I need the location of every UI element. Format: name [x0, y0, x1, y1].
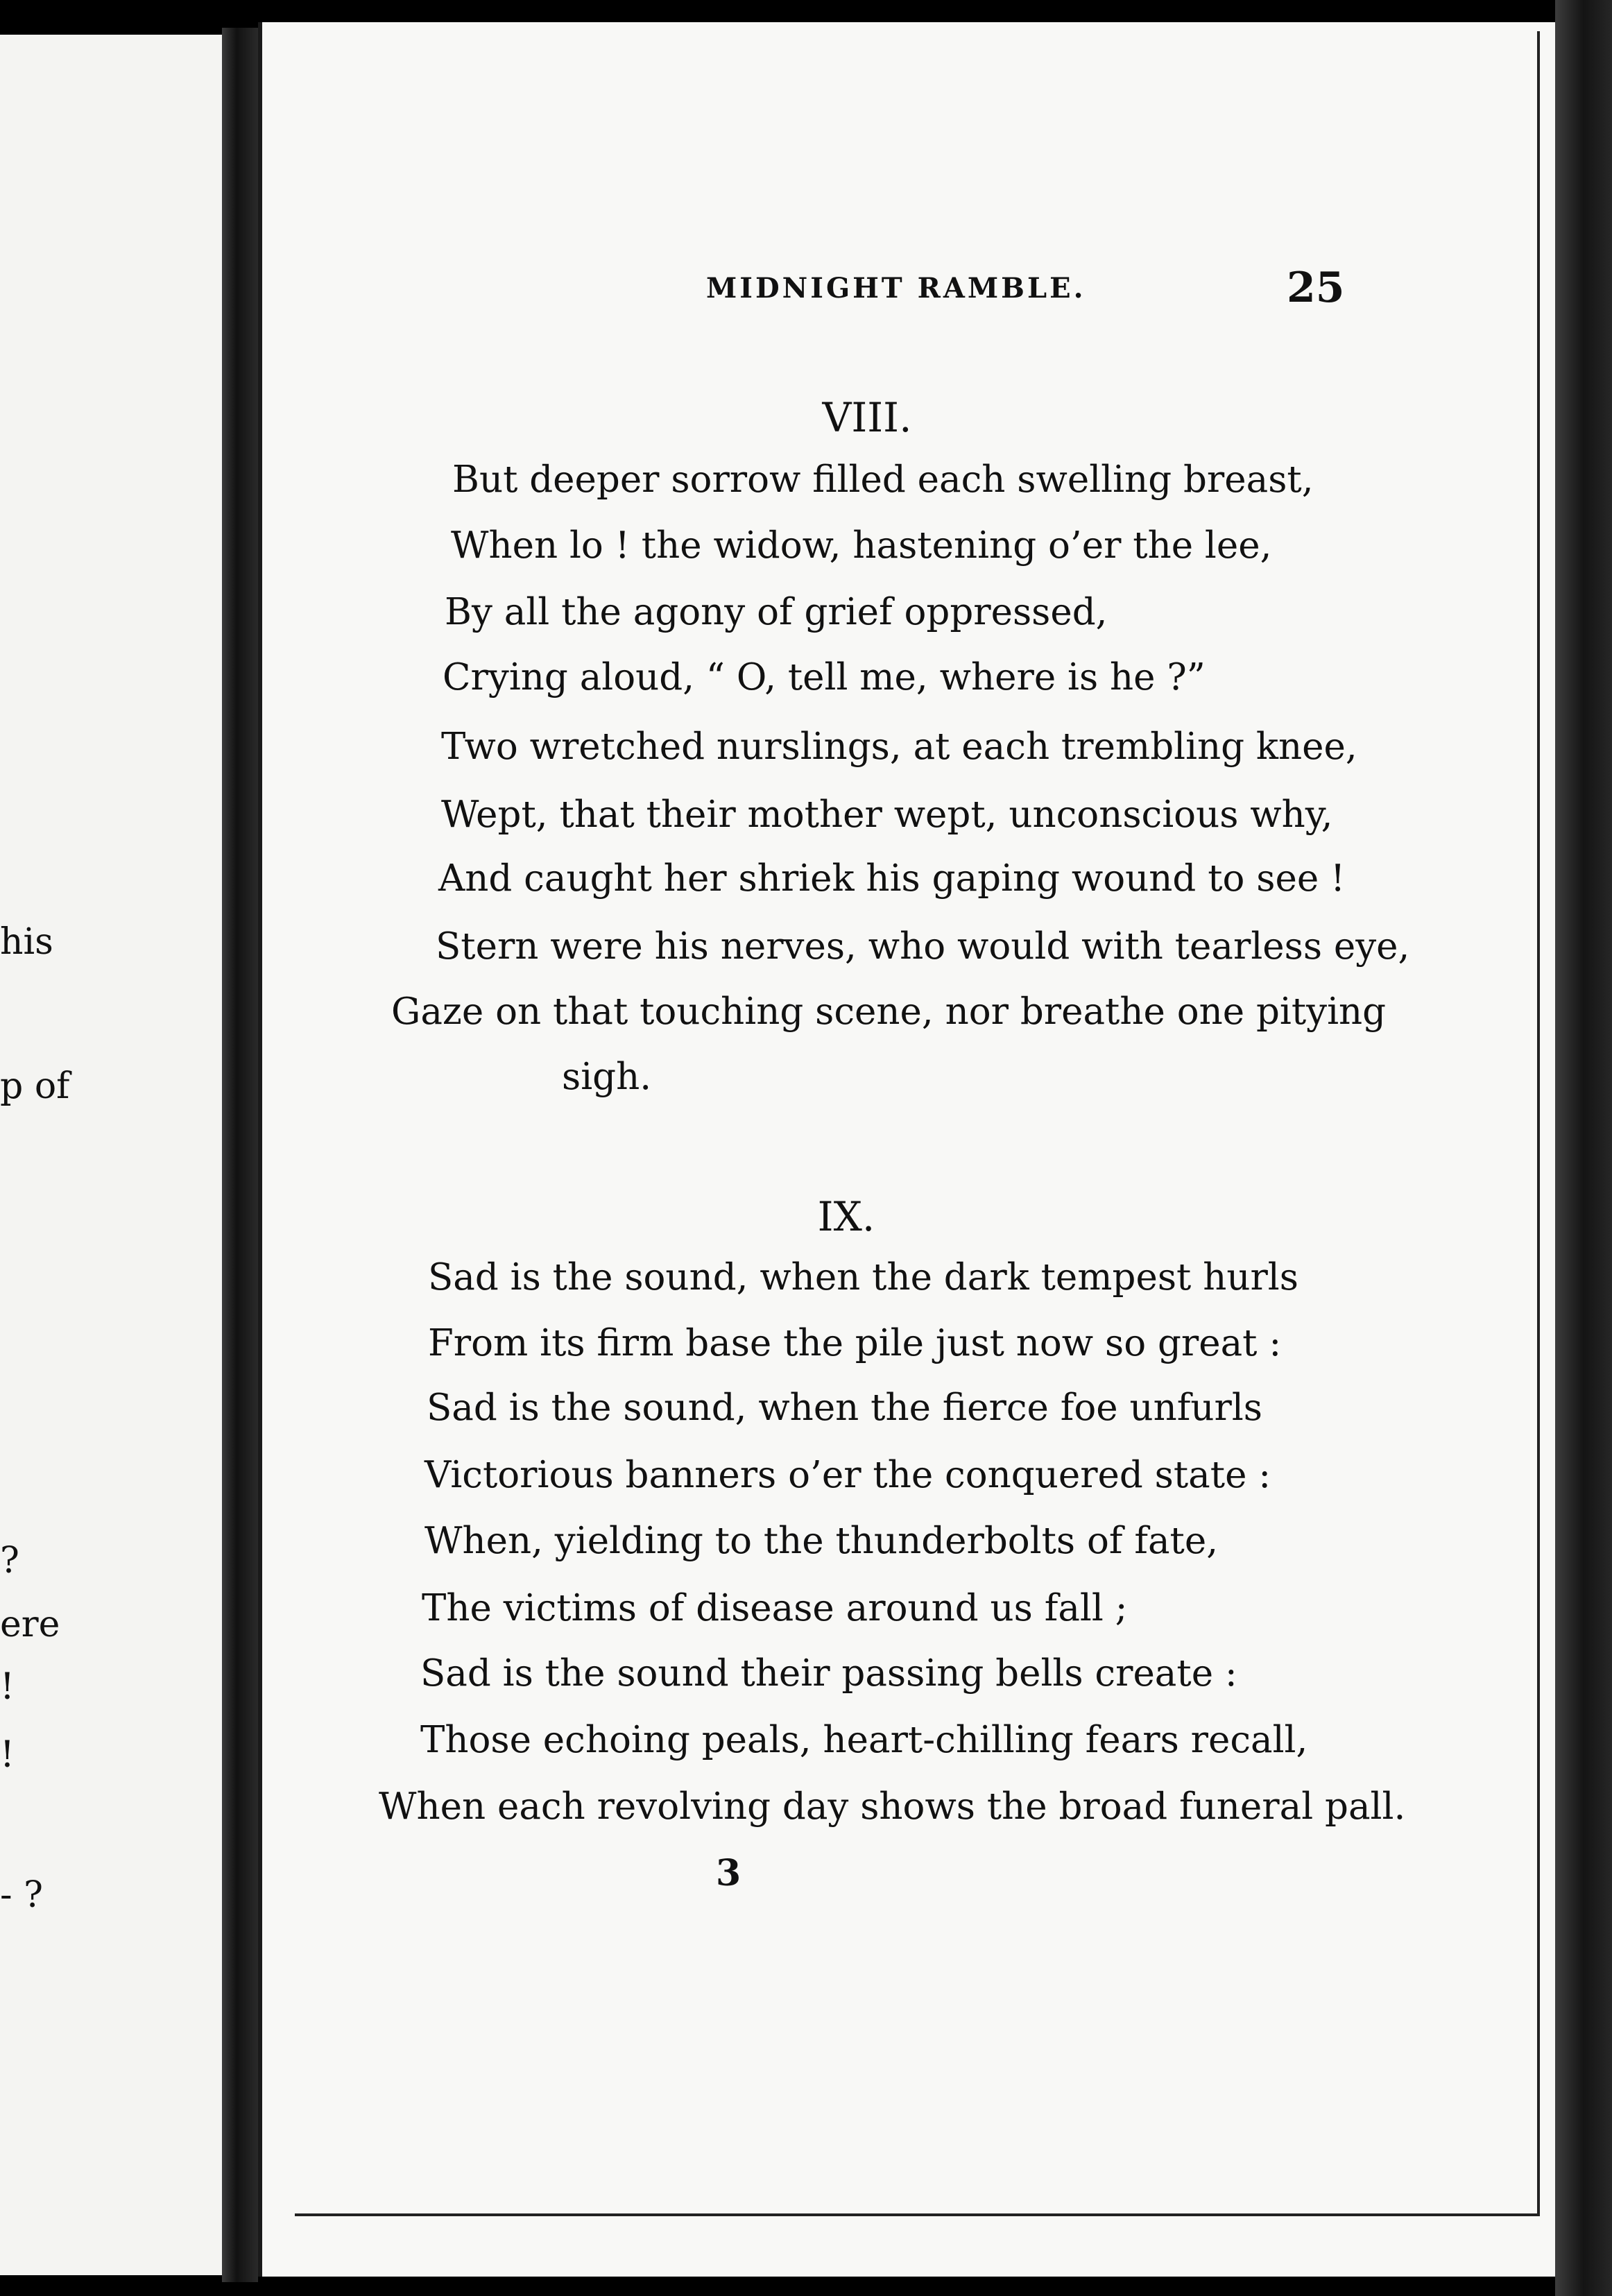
page-border: [295, 31, 1540, 2216]
verse-line: Crying aloud, “ O, tell me, where is he ?”: [443, 656, 1206, 699]
previous-page-strip: [0, 35, 229, 2275]
stanza-number: VIII.: [822, 394, 912, 441]
verse-line: Two wretched nurslings, at each trembling knee,: [441, 726, 1357, 768]
book-gutter: [222, 28, 258, 2282]
left-page-fragment: his: [0, 921, 53, 963]
verse-line: Those echoing peals, heart-chilling fears recall,: [420, 1719, 1308, 1761]
left-page-fragment: !: [0, 1666, 15, 1708]
verse-line: When each revolving day shows the broad funeral pall.: [379, 1785, 1406, 1828]
page-number: 25: [1287, 264, 1345, 312]
verse-line: From its firm base the pile just now so great :: [428, 1322, 1282, 1364]
left-page-fragment: p of: [0, 1065, 70, 1107]
verse-line: Sad is the sound, when the fierce foe unfurls: [427, 1387, 1262, 1429]
running-title: MIDNIGHT RAMBLE.: [706, 272, 1086, 305]
left-page-fragment: !: [0, 1734, 15, 1776]
left-page-fragment: ere: [0, 1604, 60, 1645]
verse-line: The victims of disease around us fall ;: [422, 1587, 1128, 1629]
verse-line: But deeper sorrow filled each swelling breast,: [452, 459, 1314, 501]
book-edge: [1555, 0, 1612, 2296]
left-page-fragment: - ?: [0, 1874, 43, 1916]
stanza-number: IX.: [817, 1193, 875, 1240]
verse-line: When lo ! the widow, hastening o’er the lee,: [451, 524, 1272, 567]
signature-mark: 3: [716, 1852, 741, 1894]
verse-line: And caught her shriek his gaping wound to see !: [438, 857, 1346, 900]
verse-line: Victorious banners o’er the conquered state :: [425, 1454, 1271, 1496]
verse-line: By all the agony of grief oppressed,: [445, 591, 1108, 633]
verse-line: sigh.: [562, 1056, 652, 1098]
verse-line: Sad is the sound their passing bells create :: [420, 1652, 1237, 1695]
verse-line: Gaze on that touching scene, nor breathe one pitying: [391, 991, 1387, 1033]
verse-line: Sad is the sound, when the dark tempest hurls: [428, 1256, 1298, 1299]
verse-line: Stern were his nerves, who would with tearless eye,: [436, 925, 1410, 968]
left-page-fragment: ?: [0, 1540, 19, 1582]
verse-line: When, yielding to the thunderbolts of fate,: [425, 1520, 1219, 1562]
verse-line: Wept, that their mother wept, unconscious why,: [441, 794, 1333, 836]
